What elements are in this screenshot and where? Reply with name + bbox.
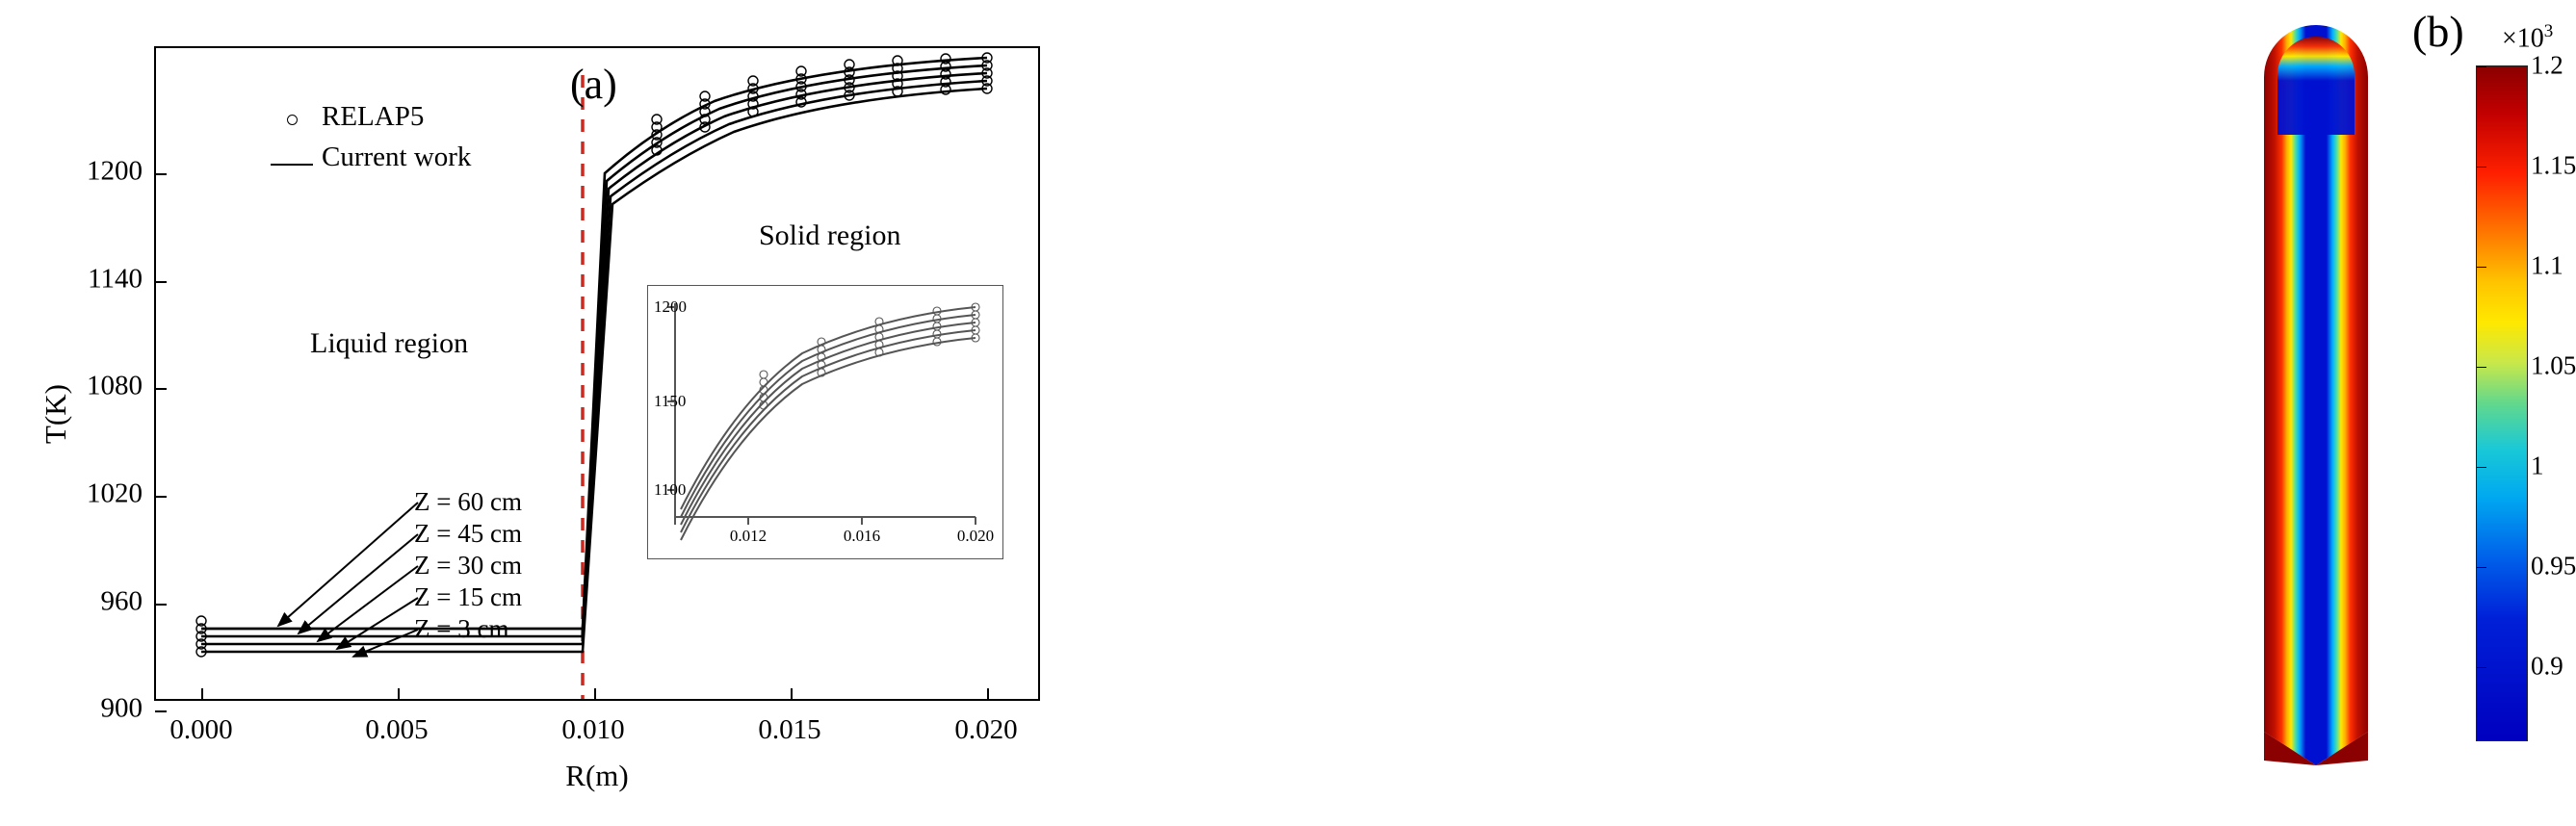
x-tick-label: 0.000 xyxy=(169,714,233,745)
x-tick-label: 0.010 xyxy=(561,714,625,745)
colorbar-tick: 0.9 xyxy=(2531,651,2563,681)
legend-item-relap5 xyxy=(262,96,471,137)
inset-plot xyxy=(647,285,1003,559)
colorbar xyxy=(2476,65,2528,741)
inset-y-tick: 1100 xyxy=(654,480,687,499)
colorbar-tick: 1.1 xyxy=(2531,250,2563,280)
solid-region-label: Solid region xyxy=(759,219,901,251)
panel-a-label: (a) xyxy=(570,61,617,108)
z-position-labels xyxy=(414,486,522,645)
x-tick-label: 0.005 xyxy=(365,714,429,745)
colorbar-tick: 1.05 xyxy=(2531,350,2576,380)
x-axis-title: R(m) xyxy=(565,759,629,792)
colorbar-tick: 0.95 xyxy=(2531,551,2576,581)
colorbar-tick: 1 xyxy=(2531,451,2544,480)
z-label: Z = 15 cm xyxy=(414,582,522,611)
z-label: Z = 30 cm xyxy=(414,551,522,580)
chart-panel-a xyxy=(0,0,1107,826)
z-label: Z = 60 cm xyxy=(414,487,522,516)
y-tick-label: 1080 xyxy=(87,370,143,401)
inset-x-tick: 0.020 xyxy=(956,527,995,545)
legend-item-current-work xyxy=(262,137,471,177)
inset-y-tick: 1200 xyxy=(654,297,687,316)
contour-panel-b xyxy=(1107,0,2576,826)
x-tick-label: 0.020 xyxy=(954,714,1018,745)
inset-y-tick: 1150 xyxy=(654,392,687,410)
legend xyxy=(262,96,471,177)
panel-b-label: (b) xyxy=(2412,7,2464,56)
y-tick-label: 960 xyxy=(100,585,143,617)
z-label: Z = 45 cm xyxy=(414,519,522,548)
y-tick-label: 1200 xyxy=(87,155,143,187)
open-circle-icon xyxy=(262,101,322,133)
fuel-rod-contour xyxy=(2258,19,2374,770)
z-label: Z = 3 cm xyxy=(414,614,509,643)
y-tick-label: 1140 xyxy=(88,263,143,295)
line-icon xyxy=(262,142,322,173)
x-tick-label: 0.015 xyxy=(758,714,821,745)
colorbar-exponent-label: $\times 10^3$ xyxy=(2502,21,2554,54)
legend-label: RELAP5 xyxy=(322,100,425,132)
inset-x-tick: 0.016 xyxy=(843,527,881,545)
inset-x-tick: 0.012 xyxy=(729,527,768,545)
y-tick-label: 900 xyxy=(100,692,143,724)
colorbar-tick: 1.2 xyxy=(2531,50,2563,80)
legend-label: Current work xyxy=(322,141,472,172)
liquid-region-label: Liquid region xyxy=(310,327,469,359)
y-axis-title: T(K) xyxy=(39,384,72,444)
y-tick-label: 1020 xyxy=(87,478,143,509)
colorbar-tick: 1.15 xyxy=(2531,150,2576,180)
